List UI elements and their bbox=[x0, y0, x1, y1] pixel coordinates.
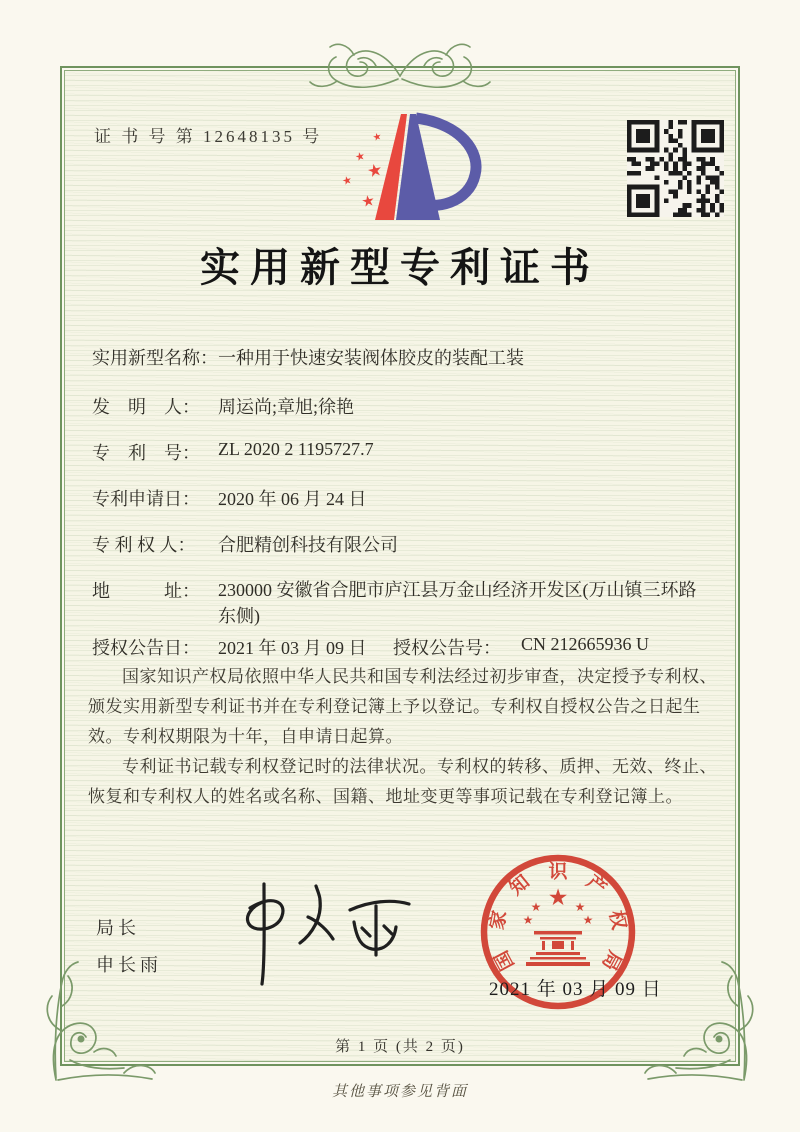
back-side-note: 其他事项参见背面 bbox=[331, 1084, 468, 1100]
field-value: CN 212665936 U bbox=[521, 634, 650, 654]
bottom-left-corner-ornament-icon bbox=[40, 960, 162, 1088]
legal-paragraph-1: 国家知识产权局依照中华人民共和国专利法经过初步审查，决定授予专利权、颁发实用新型专利证书并在专利登记簿上予以登记。专利权自授权公告之日起生效。专利权期限为十年，自申请日起算。 bbox=[88, 667, 717, 746]
field-value: 2020 年 06 月 24 日 bbox=[218, 489, 367, 509]
director-name-label: 申长雨 bbox=[96, 955, 162, 975]
field-value: 2021 年 03 月 09 日 bbox=[218, 638, 367, 658]
field-address bbox=[92, 577, 697, 626]
page-number: 第 1 页 (共 2 页) bbox=[335, 1039, 465, 1055]
field-label: 发 明 人： bbox=[92, 397, 200, 417]
svg-text:★: ★ bbox=[365, 159, 385, 183]
svg-text:★: ★ bbox=[371, 131, 384, 145]
certificate-title: 实用新型专利证书 bbox=[200, 245, 600, 290]
field-label: 地 址： bbox=[92, 581, 200, 601]
field-grant-row bbox=[92, 634, 650, 660]
field-filing-date bbox=[92, 485, 367, 511]
field-value: 周运尚;章旭;徐艳 bbox=[218, 397, 355, 417]
svg-text:产: 产 bbox=[582, 871, 611, 900]
svg-text:识: 识 bbox=[548, 861, 568, 883]
qr-code-icon bbox=[627, 120, 724, 217]
field-utility-model-name bbox=[92, 344, 524, 370]
field-value: 一种用于快速安装阀体胶皮的装配工装 bbox=[218, 348, 524, 368]
svg-text:权: 权 bbox=[604, 908, 630, 932]
svg-text:知: 知 bbox=[505, 871, 534, 900]
svg-text:★: ★ bbox=[547, 885, 569, 910]
director-signature-icon bbox=[212, 876, 422, 991]
svg-text:★: ★ bbox=[574, 900, 586, 914]
field-label: 授权公告日： bbox=[92, 638, 200, 658]
svg-text:★: ★ bbox=[340, 173, 354, 189]
national-emblem-icon bbox=[523, 885, 594, 966]
field-label: 实用新型名称： bbox=[92, 348, 218, 368]
director-title-label: 局长 bbox=[96, 918, 140, 938]
svg-text:国: 国 bbox=[491, 946, 519, 974]
svg-text:★: ★ bbox=[359, 191, 377, 212]
svg-text:★: ★ bbox=[530, 900, 542, 914]
seal-date: 2021 年 03 月 09 日 bbox=[489, 979, 662, 1000]
svg-text:★: ★ bbox=[582, 913, 594, 927]
certificate-number: 证 书 号 第 12648135 号 bbox=[94, 127, 323, 146]
field-grant-number bbox=[393, 634, 650, 660]
field-patentee bbox=[92, 531, 398, 557]
top-flourish-ornament-icon bbox=[290, 36, 510, 100]
legal-text-block bbox=[88, 662, 718, 812]
field-label: 专利申请日： bbox=[92, 489, 200, 509]
field-value: 230000 安徽省合肥市庐江县万金山经济开发区(万山镇三环路东侧) bbox=[218, 580, 697, 626]
field-inventors bbox=[92, 393, 355, 419]
svg-text:家: 家 bbox=[486, 908, 512, 932]
field-label: 授权公告号： bbox=[393, 638, 501, 658]
field-value: 合肥精创科技有限公司 bbox=[218, 535, 398, 555]
field-value: ZL 2020 2 1195727.7 bbox=[218, 439, 374, 459]
svg-text:局: 局 bbox=[597, 946, 625, 974]
field-label: 专 利 权 人： bbox=[92, 535, 196, 555]
svg-text:★: ★ bbox=[522, 913, 534, 927]
field-label: 专 利 号： bbox=[92, 443, 200, 463]
field-patent-number bbox=[92, 439, 374, 465]
svg-text:★: ★ bbox=[353, 149, 367, 165]
legal-paragraph-2: 专利证书记载专利权登记时的法律状况。专利权的转移、质押、无效、终止、恢复和专利权人的姓名或名称、国籍、地址变更等事项记载在专利登记簿上。 bbox=[88, 757, 717, 806]
cnipa-logo-icon bbox=[328, 108, 483, 228]
